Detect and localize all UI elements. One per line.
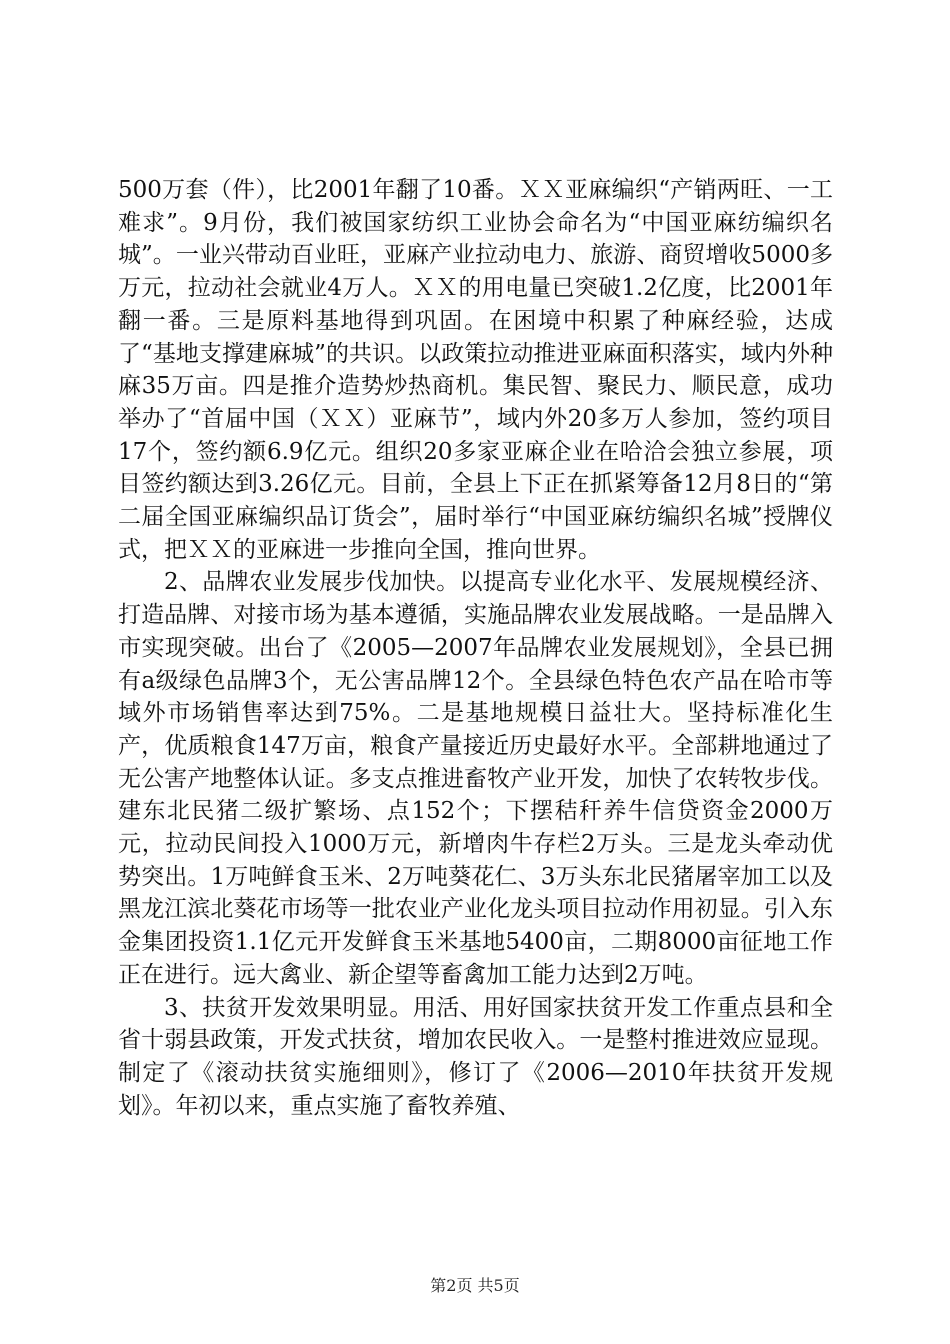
- paragraph-1: 500万套（件），比2001年翻了10番。ＸＸ亚麻编织“产销两旺、一工难求”。9月份，我们被国家纺织工业协会命名为“中国亚麻纺编织名城”。一业兴带动百业旺，亚麻产业拉动电力、旅游、商贸增收5000多万元，拉动社会就业4万人。ＸＸ的用电量已突破1.2亿度，比2001年翻一番。三是原料基地得到巩固。在困境中积累了种麻经验，达成了“基地支撑建麻城”的共识。以政策拉动推进亚麻面积落实，域内外种麻35万亩。四是推介造势炒热商机。集民智、聚民力、顺民意，成功举办了“首届中国（ＸＸ）亚麻节”，域内外20多万人参加，签约项目17个，签约额6.9亿元。组织20多家亚麻企业在哈洽会独立参展，项目签约额达到3.26亿元。目前，全县上下正在抓紧筹备12月8日的“第二届全国亚麻编织品订货会”，届时举行“中国亚麻纺编织名城”授牌仪式，把ＸＸ的亚麻进一步推向全国，推向世界。: [118, 177, 833, 563]
- paragraph-3: 3、扶贫开发效果明显。用活、用好国家扶贫开发工作重点县和全省十弱县政策，开发式扶贫，增加农民收入。一是整村推进效应显现。制定了《滚动扶贫实施细则》，修订了《2006—2010年扶贫开发规划》。年初以来，重点实施了畜牧养殖、: [118, 994, 833, 1119]
- document-body: [118, 174, 833, 1122]
- paragraph-2: 2、品牌农业发展步伐加快。以提高专业化水平、发展规模经济、打造品牌、对接市场为基本遵循，实施品牌农业发展战略。一是品牌入市实现突破。出台了《2005—2007年品牌农业发展规划》，全县已拥有a级绿色品牌3个，无公害品牌12个。全县绿色特色农产品在哈市等域外市场销售率达到75%。二是基地规模日益壮大。坚持标准化生产，优质粮食147万亩，粮食产量接近历史最好水平。全部耕地通过了无公害产地整体认证。多支点推进畜牧产业开发，加快了农转牧步伐。建东北民猪二级扩繁场、点152个；下摆秸秆养牛信贷资金2000万元，拉动民间投入1000万元，新增肉牛存栏2万头。三是龙头牵动优势突出。1万吨鲜食玉米、2万吨葵花仁、3万头东北民猪屠宰加工以及黑龙江滨北葵花市场等一批农业产业化龙头项目拉动作用初显。引入东金集团投资1.1亿元开发鲜食玉米基地5400亩，二期8000亩征地工作正在进行。远大禽业、新企望等畜禽加工能力达到2万吨。: [118, 569, 833, 988]
- page-number-footer: 第2页 共5页: [430, 1276, 520, 1295]
